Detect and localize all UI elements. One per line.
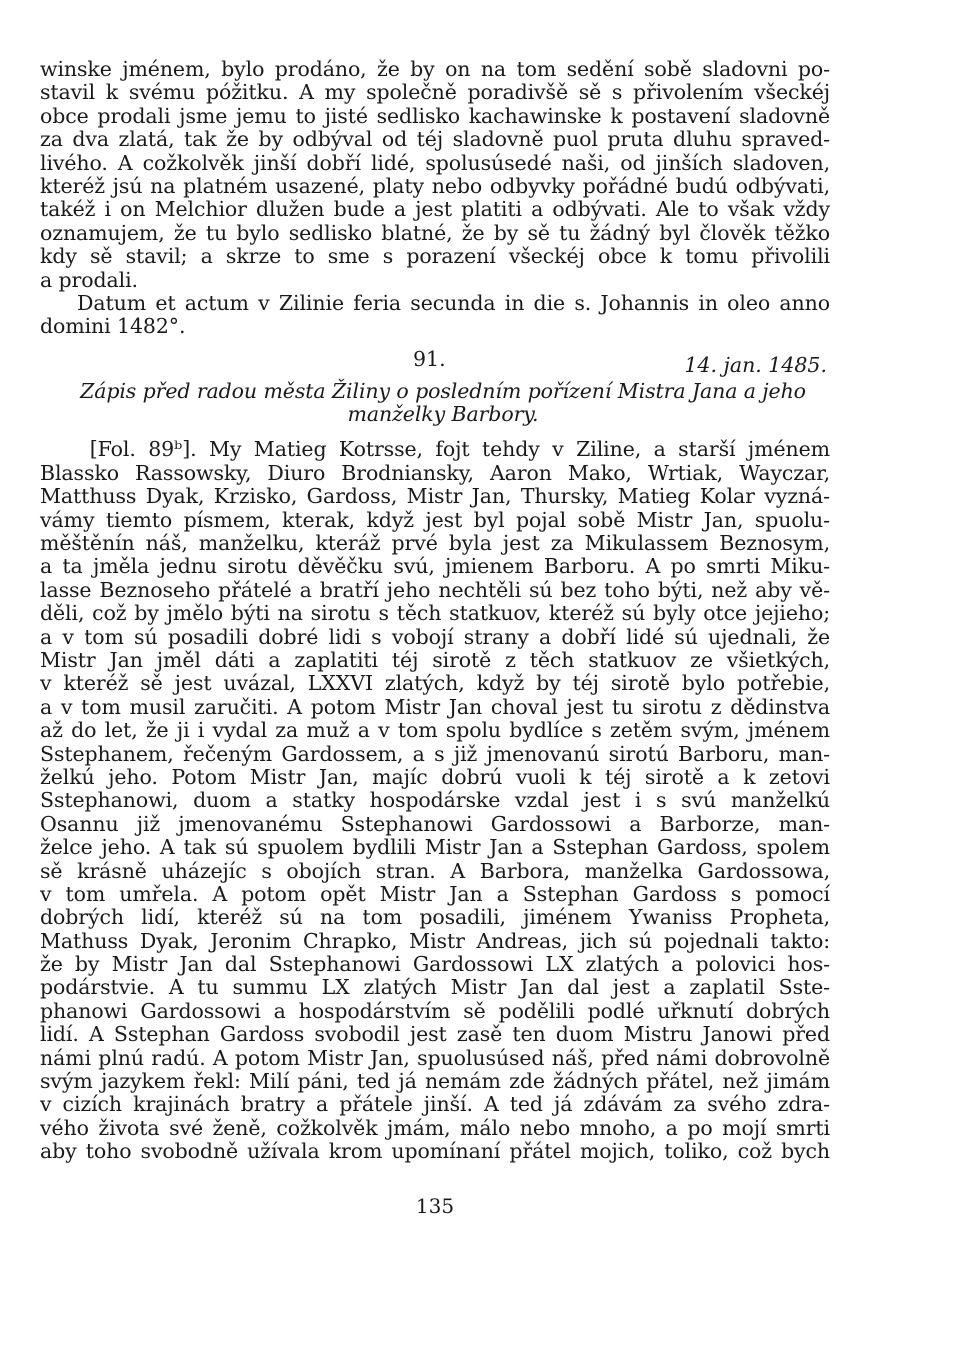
text-line: livého. A cožkolvěk jinší dobří lidé, spolusúsedé naši, od jinších sladoven, bbox=[40, 150, 830, 175]
paragraph-record-text bbox=[40, 438, 830, 1163]
text-line: a v tom sú posadili dobré lidi s vobojí strany a dobří lidé sú ujednali, že bbox=[40, 624, 830, 649]
text-line: až do let, že ji i vydal za muž a v tom spolu bydlíce s zetěm svým, jménem bbox=[40, 718, 830, 743]
text-line: děli, což by jmělo býti na sirotu s těch statkuov, kteréž sú byly otce jejieho; bbox=[40, 601, 830, 626]
text-line: podárstvie. A tu summu LX zlatých Mistr Jan dal jest a zaplatil Sste- bbox=[40, 975, 830, 1000]
text-line: svým jazykem řekl: Milí páni, ted já nemám zde žádných přátel, než jimám bbox=[40, 1069, 830, 1094]
document-page bbox=[40, 58, 830, 1164]
document-heading bbox=[40, 346, 830, 380]
text-line: domini 1482°. bbox=[40, 314, 186, 339]
text-line: obce prodali jsme jemu to jisté sedlisko kachawinske k postavení sladovně bbox=[40, 103, 830, 128]
text-line: měštěnín náš, manželku, kteráž prvé byla jest za Mikulassem Beznosym, bbox=[40, 531, 830, 556]
text-line: v cizích krajinách bratry a přátele jinší. A ted já zdávám za svého zdra- bbox=[40, 1092, 830, 1117]
title-line: Zápis před radou města Žiliny o posledním pořízení Mistra Jana a jeho bbox=[80, 378, 806, 403]
text-line: kdy sě stavil; a skrze to sme s porazení všeckéj obce k tomu přivolili bbox=[40, 244, 830, 269]
document-date: 14. jan. 1485. bbox=[684, 352, 827, 377]
text-line: oznamujem, že tu bylo sedlisko blatné, že by sě tu žádný byl člověk těžko bbox=[40, 220, 830, 245]
text-line: Matthuss Dyak, Krzisko, Gardoss, Mistr Jan, Thursky, Matieg Kolar vyzná- bbox=[40, 484, 830, 509]
text-line: stavil k svému póžitku. A my společně poradivšě sě s přivolením všeckéj bbox=[40, 80, 830, 105]
text-line: [Fol. 89ᵇ]. My Matieg Kotrsse, fojt tehdy v Ziline, a starší jménem bbox=[40, 437, 830, 462]
text-line: Mathuss Dyak, Jeronim Chrapko, Mistr Andreas, jich sú pojednali takto: bbox=[40, 928, 830, 953]
text-line: v kteréž sě jest uvázal, LXXVI zlatých, když by téj sirotě bylo potřebie, bbox=[40, 671, 830, 696]
text-line: takéž i on Melchior dlužen bude a jest platiti a odbývati. Ale to však vždy bbox=[40, 197, 830, 222]
text-line: Sstephanem, řečeným Gardossem, a s již jmenovanú sirotú Barboru, man- bbox=[40, 741, 830, 766]
text-line: Osannu již jmenovanému Sstephanowi Gardossowi a Barborze, man- bbox=[40, 811, 830, 836]
title-line: manželky Barbory. bbox=[347, 402, 539, 427]
text-line: Datum et actum v Zilinie feria secunda in die s. Johannis in oleo anno bbox=[40, 290, 830, 315]
text-line: Sstephanowi, duom a statky hospodárske vzdal jest i s svú manželkú bbox=[40, 788, 830, 813]
page-number: 135 bbox=[415, 1194, 455, 1218]
text-line: vého života své ženě, cožkolvěk jmám, málo nebo mnoho, a po mojí smrti bbox=[40, 1115, 830, 1140]
text-line: lasse Beznoseho přátelé a bratří jeho nechtěli sú bez toho býti, než aby vě- bbox=[40, 577, 830, 602]
paragraph-previous-record bbox=[40, 58, 830, 292]
text-line: lidí. A Sstephan Gardoss svobodil jest zasě ten duom Mistru Janowi před bbox=[40, 1022, 830, 1047]
text-line: kteréž jsú na platném usazené, platy nebo odbyvky pořádné budú odbývati, bbox=[40, 173, 830, 198]
document-number: 91. bbox=[413, 346, 446, 371]
text-line: za dva zlatá, tak že by odbýval od téj sladovně puol pruta dluhu spraved- bbox=[40, 127, 830, 152]
text-line: že by Mistr Jan dal Sstephanowi Gardossowi LX zlatých a polovici hos- bbox=[40, 952, 830, 977]
text-line: a prodali. bbox=[40, 267, 138, 292]
document-title bbox=[50, 380, 836, 427]
paragraph-dating-clause bbox=[40, 292, 830, 339]
text-line: Blassko Rassowsky, Diuro Brodniansky, Aaron Mako, Wrtiak, Wayczar, bbox=[40, 460, 830, 485]
text-line: winske jménem, bylo prodáno, že by on na tom sedění sobě sladovni po- bbox=[40, 57, 830, 81]
text-line: želkú jeho. Potom Mistr Jan, majíc dobrú vuoli k téj sirotě a k zetovi bbox=[40, 764, 830, 789]
text-line: a ta jměla jednu sirotu děvěčku svú, jmienem Barboru. A po smrti Miku- bbox=[40, 554, 830, 579]
text-line: sě krásně uházejíc s obojích stran. A Barbora, manželka Gardossowa, bbox=[40, 858, 830, 883]
text-line: Mistr Jan jměl dáti a zaplatiti téj sirotě z těch statkuov ze všietkých, bbox=[40, 647, 830, 672]
text-line: v tom umřela. A potom opět Mistr Jan a Sstephan Gardoss s pomocí bbox=[40, 881, 830, 906]
text-line: vámy tiemto písmem, kterak, když jest byl pojal sobě Mistr Jan, spuolu- bbox=[40, 507, 830, 532]
text-line: dobrých lidí, kteréž sú na tom posadili, jiménem Ywaniss Propheta, bbox=[40, 905, 830, 930]
text-line: námi plnú radú. A potom Mistr Jan, spuolusúsed náš, před námi dobrovolně bbox=[40, 1045, 830, 1070]
text-line: želce jeho. A tak sú spuolem bydlili Mistr Jan a Sstephan Gardoss, spolem bbox=[40, 835, 830, 860]
text-line: aby toho svobodně užívala krom upomínaní přátel mojich, toliko, což bych bbox=[40, 1139, 830, 1164]
text-line: phanowi Gardossowi a hospodárstvím sě podělili podlé uřknutí dobrých bbox=[40, 998, 830, 1023]
text-line: a v tom musil zaručiti. A potom Mistr Jan choval jest tu sirotu z dědinstva bbox=[40, 694, 830, 719]
